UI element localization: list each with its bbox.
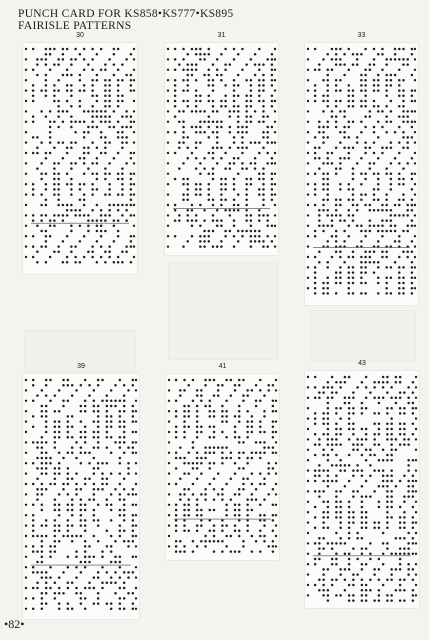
card-number: 39 — [77, 363, 85, 370]
card-number: 41 — [218, 363, 227, 370]
card-number: 30 — [76, 32, 84, 39]
punch-card-33 — [305, 32, 418, 305]
punch-card-39 — [23, 363, 139, 619]
punch-hole-grid — [23, 374, 139, 619]
punch-card-43 — [305, 360, 419, 608]
page-title-line-1: PUNCH CARD FOR KS858•KS777•KS895 — [18, 8, 234, 20]
card-number: 31 — [217, 32, 226, 39]
punch-hole-grid — [23, 43, 137, 274]
punch-hole-grid — [305, 371, 419, 608]
card-number: 43 — [358, 360, 366, 367]
punch-card-31 — [165, 32, 278, 255]
page-title — [18, 8, 233, 32]
card-number: 33 — [357, 32, 366, 39]
page-title-line-2: FAIRISLE PATTERNS — [18, 20, 132, 32]
punch-hole-grid — [305, 43, 418, 305]
page-number: •82• — [4, 617, 25, 631]
show-through-shadow — [168, 262, 278, 360]
show-through-shadow — [310, 310, 416, 362]
punch-card-30 — [23, 32, 137, 274]
punch-hole-grid — [166, 374, 279, 560]
punch-card-41 — [166, 363, 279, 560]
punch-hole-grid — [165, 43, 278, 255]
